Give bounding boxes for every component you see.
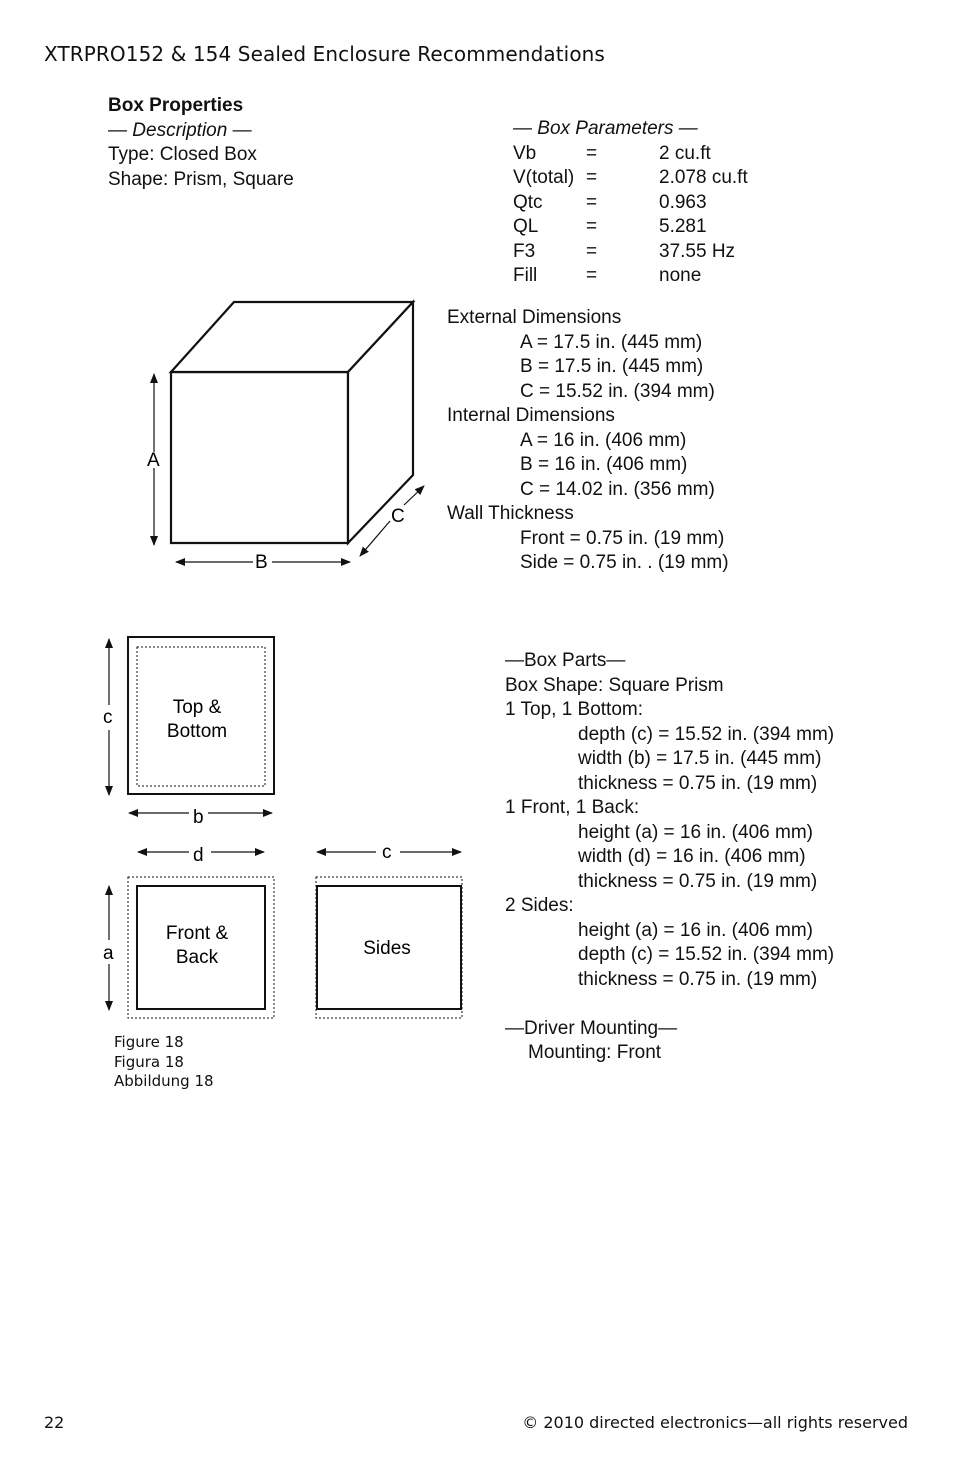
parameter-eq: =	[586, 142, 598, 164]
box-properties-heading: Box Properties	[108, 95, 244, 116]
box-parameters-table	[513, 142, 748, 289]
driver-mounting-heading: —Driver Mounting—	[505, 1017, 678, 1039]
internal-dimension: C = 14.02 in. (356 mm)	[520, 478, 715, 500]
dim-c-sides-label: c	[382, 842, 392, 863]
external-dimension: B = 17.5 in. (445 mm)	[520, 356, 704, 377]
description-heading: — Description —	[108, 119, 252, 141]
front-back-label-line1: Front &	[165, 923, 229, 944]
copyright: © 2010 directed electronics—all rights reserved	[522, 1413, 908, 1432]
parameter-value: 2.078 cu.ft	[659, 167, 748, 188]
parameter-value: 2 cu.ft	[659, 142, 711, 164]
internal-dimension: B = 16 in. (406 mm)	[520, 454, 688, 475]
front-back-label-line2: Back	[175, 947, 219, 968]
wall-thickness: Side = 0.75 in. . (19 mm)	[520, 552, 729, 573]
parts-group-title: 1 Front, 1 Back:	[505, 797, 640, 818]
box-parameters-section	[513, 117, 748, 289]
dim-b-label: b	[193, 807, 204, 828]
dim-b-label: B	[255, 552, 268, 573]
parts-line: thickness = 0.75 in. (19 mm)	[578, 772, 818, 794]
parts-group-title: 2 Sides:	[505, 895, 574, 916]
box-parameters-heading: — Box Parameters —	[513, 118, 698, 139]
box-shape: Shape: Prism, Square	[108, 168, 294, 190]
box-parts-section	[505, 649, 834, 1066]
driver-mounting-value: Mounting: Front	[528, 1042, 662, 1063]
external-dimensions-list	[447, 331, 729, 405]
wall-thickness: Front = 0.75 in. (19 mm)	[520, 527, 725, 549]
parts-group-lines	[505, 919, 834, 993]
box-properties-section	[108, 94, 294, 192]
internal-dimensions-list	[447, 429, 729, 503]
sides-label: Sides	[363, 938, 411, 959]
parameter-value: 0.963	[659, 191, 707, 213]
figure-caption	[114, 1033, 214, 1092]
parameter-value: none	[659, 265, 702, 286]
parts-line: width (b) = 17.5 in. (445 mm)	[578, 748, 822, 769]
parts-line: thickness = 0.75 in. (19 mm)	[578, 968, 818, 990]
parameter-row	[513, 240, 748, 265]
parameter-key: F3	[513, 240, 536, 262]
box-parts-heading: —Box Parts—	[505, 650, 626, 671]
internal-dimensions-heading: Internal Dimensions	[447, 405, 615, 426]
box-parts-shape: Box Shape: Square Prism	[505, 674, 724, 696]
parameter-key: Vb	[513, 142, 537, 164]
caption-line: Abbildung 18	[114, 1072, 214, 1090]
dim-c-top-label: c	[103, 707, 113, 728]
parts-diagram	[95, 628, 475, 1023]
cube-diagram	[140, 295, 440, 580]
parameter-key: QL	[513, 216, 539, 237]
parts-line: height (a) = 16 in. (406 mm)	[578, 821, 813, 843]
parts-group-lines	[505, 723, 834, 797]
dim-a-label: A	[147, 450, 160, 471]
external-dimensions-heading: External Dimensions	[447, 307, 622, 328]
parts-line: depth (c) = 15.52 in. (394 mm)	[578, 944, 835, 965]
parts-group-title: 1 Top, 1 Bottom:	[505, 699, 644, 720]
parts-line: depth (c) = 15.52 in. (394 mm)	[578, 723, 835, 745]
external-dimension: A = 17.5 in. (445 mm)	[520, 331, 703, 353]
page-number: 22	[44, 1413, 65, 1432]
parts-line: width (d) = 16 in. (406 mm)	[578, 846, 806, 867]
parameter-value: 37.55 Hz	[659, 240, 736, 262]
parameter-row	[513, 191, 748, 216]
box-type: Type: Closed Box	[108, 144, 257, 165]
parts-line: height (a) = 16 in. (406 mm)	[578, 919, 813, 941]
parameter-key: V(total)	[513, 167, 575, 188]
dimensions-section	[447, 306, 729, 576]
wall-thickness-heading: Wall Thickness	[447, 503, 574, 524]
top-bottom-label-line1: Top &	[172, 697, 222, 718]
parameter-eq: =	[586, 191, 598, 213]
page-title: XTRPRO152 & 154 Sealed Enclosure Recommendations	[44, 42, 605, 66]
parameter-eq: =	[586, 167, 598, 188]
dim-c-label: C	[391, 506, 405, 527]
parameter-value: 5.281	[659, 216, 707, 237]
parameter-row	[513, 264, 748, 289]
dim-c-arrow-up	[404, 486, 424, 505]
parts-group-lines	[505, 821, 834, 895]
parameter-eq: =	[586, 265, 598, 286]
parameter-row	[513, 166, 748, 191]
dim-a-label: a	[103, 943, 114, 964]
dim-d-label: d	[193, 845, 204, 866]
parameter-eq: =	[586, 216, 598, 237]
external-dimension: C = 15.52 in. (394 mm)	[520, 380, 715, 402]
parameter-key: Qtc	[513, 191, 543, 213]
caption-line: Figure 18	[114, 1033, 184, 1051]
internal-dimension: A = 16 in. (406 mm)	[520, 429, 687, 451]
cube-front-face	[171, 372, 348, 543]
parameter-eq: =	[586, 240, 598, 262]
parameter-row	[513, 142, 748, 167]
wall-thickness-list	[447, 527, 729, 576]
parameter-key: Fill	[513, 265, 538, 286]
caption-line: Figura 18	[114, 1052, 184, 1071]
top-bottom-label-line2: Bottom	[166, 721, 228, 742]
parts-line: thickness = 0.75 in. (19 mm)	[578, 870, 818, 892]
parameter-row	[513, 215, 748, 240]
